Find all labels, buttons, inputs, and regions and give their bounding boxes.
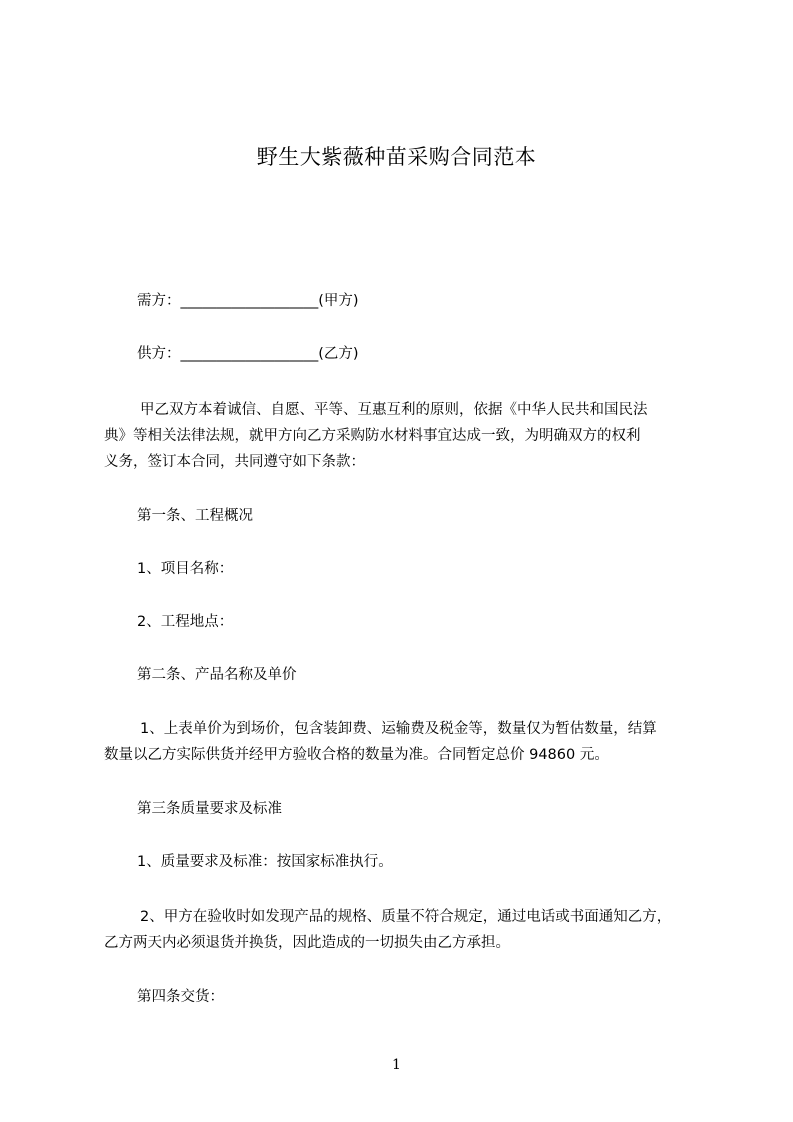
article-2-heading: 第二条、产品名称及单价 — [137, 667, 297, 683]
article-4-heading: 第四条交货： — [137, 989, 224, 1005]
article-1-item-1: 1、项目名称： — [137, 561, 234, 577]
party-b-line: 供方：___________________(乙方) — [137, 346, 359, 362]
intro-line-1: 甲乙双方本着诚信、自愿、平等、互惠互利的原则，依据《中华人民共和国民法 — [140, 402, 648, 418]
article-3-item-1: 1、质量要求及标准：按国家标准执行。 — [137, 854, 393, 870]
article-2-item-1 — [104, 716, 657, 768]
article-2-item-1-line-2: 数量以乙方实际供货并经甲方验收合格的数量为准。合同暂定总价 94860 元。 — [104, 747, 609, 763]
party-a-line: 需方：___________________(甲方) — [137, 293, 359, 309]
page-number: 1 — [392, 1057, 401, 1073]
article-3-item-2-line-2: 乙方两天内必须退货并换货，因此造成的一切损失由乙方承担。 — [104, 935, 510, 951]
document-title: 野生大紫薇种苗采购合同范本 — [256, 145, 537, 169]
intro-line-2: 典》等相关法律法规，就甲方向乙方采购防水材料事宜达成一致，为明确双方的权利 — [104, 428, 641, 444]
article-3-heading: 第三条质量要求及标准 — [137, 801, 282, 817]
article-1-item-2: 2、工程地点： — [137, 614, 234, 630]
article-1-heading: 第一条、工程概况 — [137, 508, 253, 524]
article-2-item-1-line-1: 1、上表单价为到场价，包含装卸费、运输费及税金等，数量仅为暂估数量，结算 — [140, 721, 657, 737]
intro-line-3: 义务，签订本合同，共同遵守如下条款： — [104, 454, 365, 470]
article-3-item-2 — [104, 904, 671, 956]
article-3-item-2-line-1: 2、甲方在验收时如发现产品的规格、质量不符合规定，通过电话或书面通知乙方， — [140, 909, 672, 925]
intro-paragraph — [104, 397, 648, 475]
